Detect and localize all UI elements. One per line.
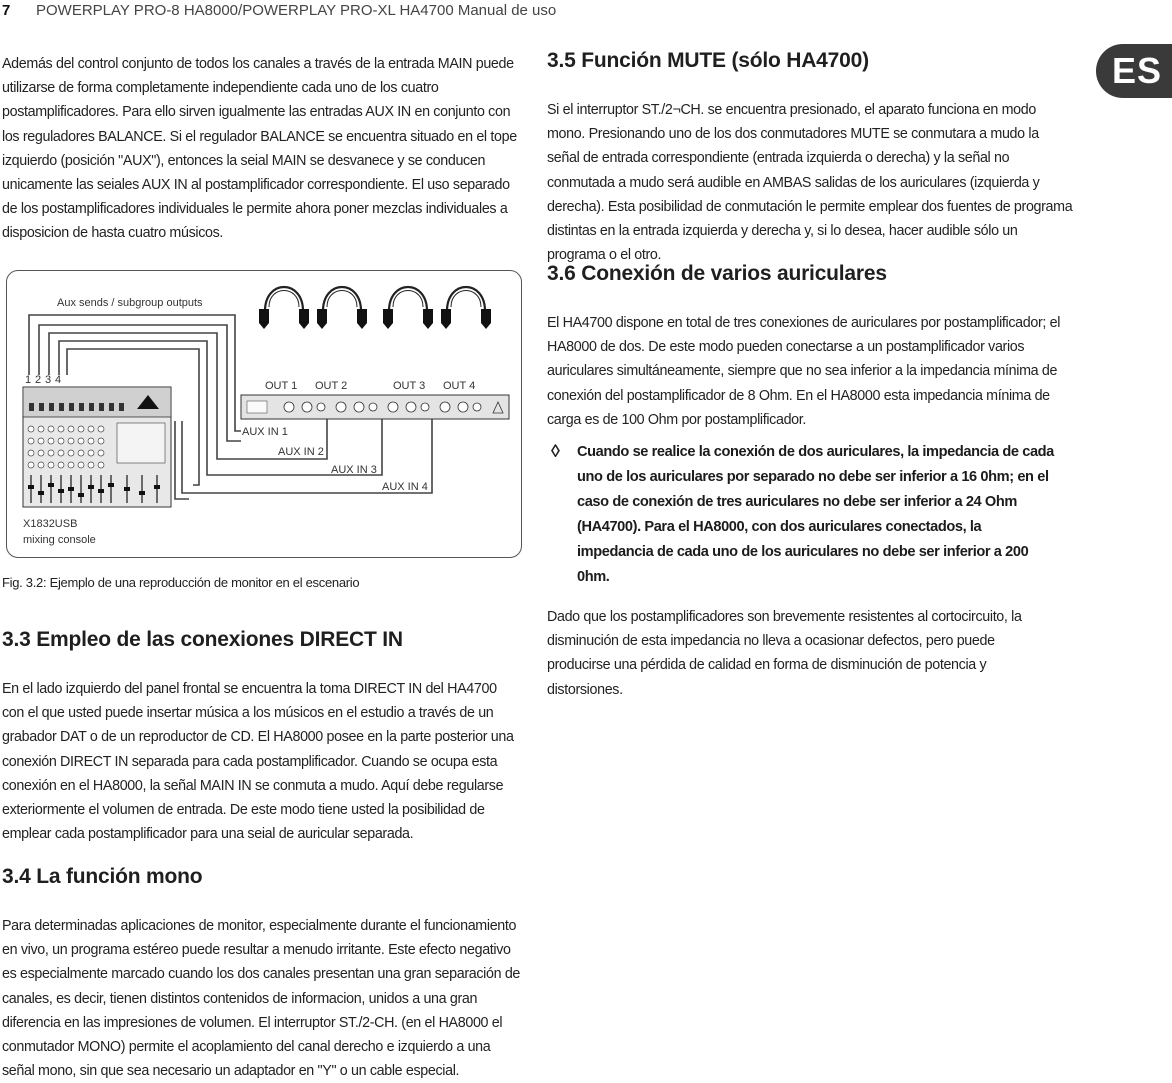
headphone-4 [447,287,485,311]
headphone-amp-rack-drawing [241,395,509,419]
channel-number-3: 3 [45,374,52,386]
aux-sends-label: Aux sends / subgroup outputs [57,297,203,309]
console-model-label: X1832USB [23,518,78,530]
section-3-4-title: 3.4 La función mono [2,865,203,888]
note-diamond-icon: ◊ [551,441,560,461]
section-3-5-body: Si el interruptor ST./2¬CH. se encuentra presionado, el aparato funciona en modo mono. Presionando uno de los dos conmutadores MUTE se conmutara a mudo la señal de entrada correspondiente (entrada izquierda o derecha) y la señal no conmutada a mudo será audible en AMBAS salidas de los auriculares (izquierda y derecha). Esta posibilidad de conmutación le permite emplear dos fuentes de programa distintas en la entrada izquierda y derecha y, si lo desea, hacer audible sólo un programa o el otro. [547,102,1073,264]
note-paragraph: Cuando se realice la conexión de dos auriculares, la impedancia de cada uno de los auriculares por separado no debe ser inferior a 16 0hm; en el caso de conexión de tres auriculares no debe ser inferior a 24 Ohm (HA4700). Para el HA8000, con dos auriculares conectados, la impedancia de cada uno de los auriculares no debe ser inferior a 200 0hm. [577,444,1054,585]
out-label-3: OUT 3 [393,380,426,392]
section-3-3-title: 3.3 Empleo de las conexiones DIRECT IN [2,628,403,651]
intro-paragraph: Además del control conjunto de todos los canales a través de la entrada MAIN puede utilizarse de forma completamente independiente cada uno de los cuatro postamplificadores. Para ello sirven igualmente las entradas AUX IN en conjunto con los reguladores BALANCE. Si el regulador BALANCE se encuentra situado en el tope izquierdo (posición "AUX"), entonces la seial MAIN se desvanece y se conducen unicamente las seiales AUX IN al postamplificador correspondiente. El uso separado de los postamplificadores individuales le permite ahora poner mezclas individuales a disposicion de hasta cuatro músicos. [2,56,517,242]
aux-in-label-3: AUX IN 3 [331,464,377,476]
section-3-6-title: 3.6 Conexión de varios auriculares [547,262,887,285]
figure-monitor-diagram [6,270,522,558]
figure-caption: Fig. 3.2: Ejemplo de una reproducción de monitor en el escenario [2,575,360,590]
headphone-2 [323,287,361,311]
headphone-3 [389,287,427,311]
console-desc-label: mixing console [23,534,96,546]
section-3-4-body: Para determinadas aplicaciones de monitor, especialmente durante el funcionamiento en vivo, un programa estéreo puede resultar a menudo irritante. Este efecto negativo es especialmente marcado cuando los dos canales presentan una gran separación de canales, es decir, tienen distintos contenidos de informacion, unidos a una gran diferencia en las impresiones de volumen. El interruptor ST./2-CH. (en el HA8000 el conmutador MONO) permite el acoplamiento del canal derecho e izquierdo a una señal mono, sin que sea necesario un adaptador en "Y" o un cable especial. [2,918,521,1080]
out-label-4: OUT 4 [443,380,476,392]
aux-in-label-2: AUX IN 2 [278,446,324,458]
channel-number-4: 4 [55,374,62,386]
headphone-1 [265,287,303,311]
page-number: 7 [2,1,11,19]
out-label-1: OUT 1 [265,380,298,392]
mixing-console-drawing [23,387,171,507]
channel-number-2: 2 [35,374,42,386]
headphones-group [265,287,485,311]
channel-number-1: 1 [25,374,32,386]
page-header [0,0,556,20]
out-label-2: OUT 2 [315,380,348,392]
language-badge: ES [1096,44,1172,98]
closing-paragraph: Dado que los postamplificadores son brevemente resistentes al cortocircuito, la disminución de esta impedancia no lleva a ocasionar defectos, pero puede producirse una pérdida de calidad en forma de disminución de potencia y distorsiones. [547,609,1022,698]
section-3-5-title: 3.5 Función MUTE (sólo HA4700) [547,49,869,72]
section-3-3-body: En el lado izquierdo del panel frontal se encuentra la toma DIRECT IN del HA4700 con el que usted puede insertar música a los músicos en el estudio a través de un grabador DAT o de un reproductor de CD. El HA8000 posee en la parte posterior una conexión DIRECT IN separada para cada postamplificador. Cuando se ocupa esta conexión en el HA8000, la señal MAIN IN se conmuta a mudo. Aquí debe regularse exteriormente el volumen de entrada. De este modo tiene usted la posibilidad de emplear cada postamplificador para una seial de auricular separada. [2,681,514,843]
section-3-6-body: El HA4700 dispone en total de tres conexiones de auriculares por postamplificador; el HA8000 de dos. De este modo pueden conectarse a un postamplificador varios auriculares simultáneamente, siempre que no sea inferior a la impedancia mínima de conexión del postamplificador de 8 Ohm. En el HA8000 esta impedancia mínima de carga es de 100 Ohm por postamplificador. [547,315,1061,428]
aux-in-label-4: AUX IN 4 [382,481,428,493]
aux-in-label-1: AUX IN 1 [242,426,288,438]
diagram-svg [7,271,523,559]
page-title: POWERPLAY PRO-8 HA8000/POWERPLAY PRO-XL HA4700 Manual de uso [36,1,557,19]
headphone-earcups [259,309,491,329]
